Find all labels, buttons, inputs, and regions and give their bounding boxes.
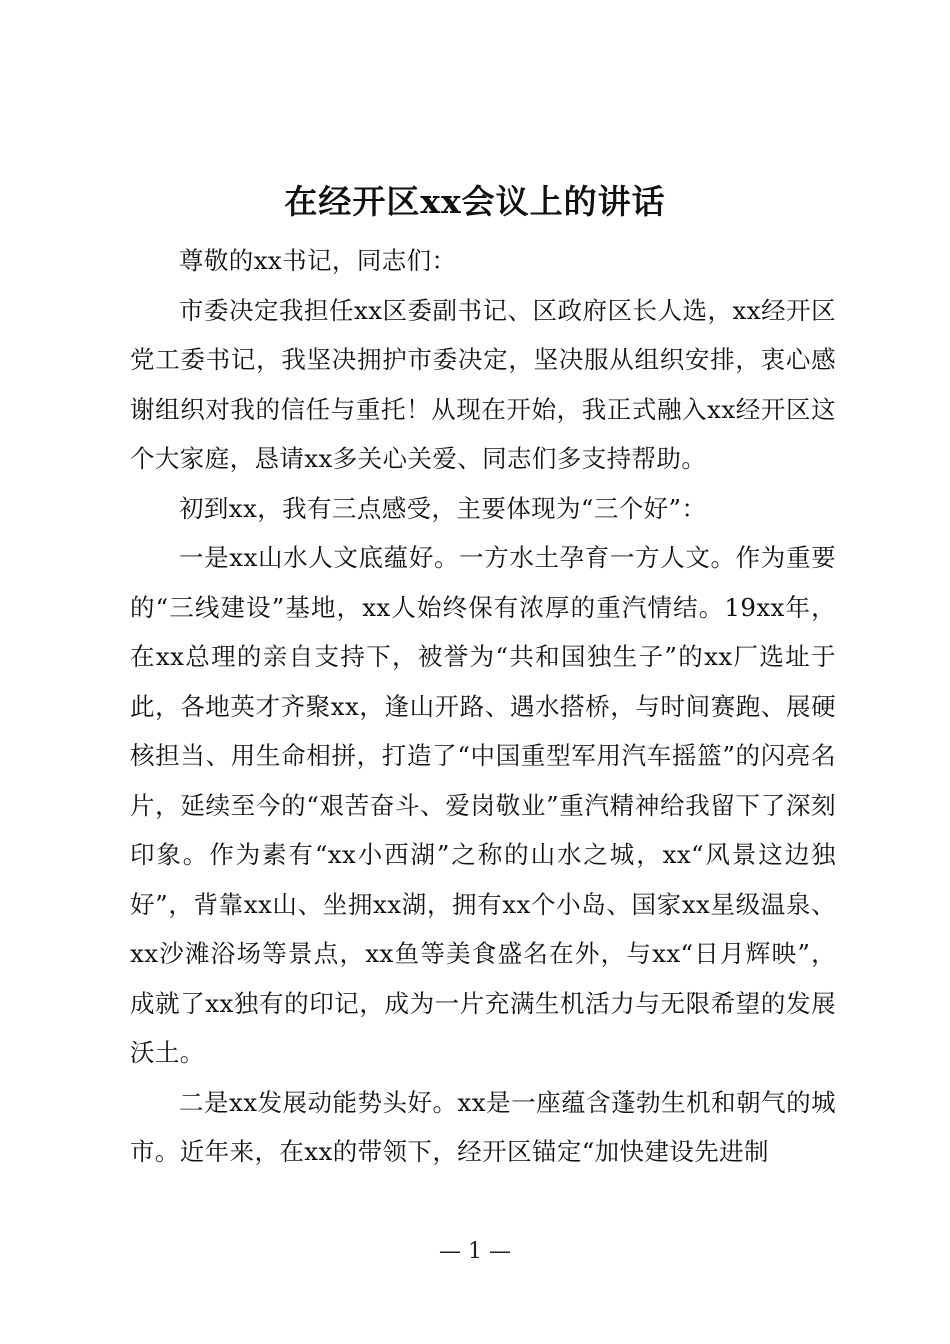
body-paragraph: 初到xx，我有三点感受，主要体现为“三个好”：	[179, 493, 707, 523]
salutation-paragraph: 尊敬的xx书记，同志们：	[179, 246, 457, 275]
document-body	[130, 236, 836, 1177]
body-paragraph: 二是xx发展动能势头好。xx是一座蕴含蓬勃生机和朝气的城市。近年来，在xx的带领下，经开区锚定“加快建设先进制	[130, 1087, 836, 1166]
document-title: 在经开区xx会议上的讲话	[284, 182, 666, 221]
body-paragraph: 一是xx山水人文底蕴好。一方水土孕育一方人文。作为重要的“三线建设”基地，xx人始终保有浓厚的重汽情结。19xx年，在xx总理的亲自支持下，被誉为“共和国独生子”的xx厂选址于此，各地英才齐聚xx，逢山开路、遇水搭桥，与时间赛跑、展硬核担当、用生命相拼，打造了“中国重型军用汽车摇篮”的闪亮名片，延续至今的“艰苦奋斗、爱岗敬业”重汽精神给我留下了深刻印象。作为素有“xx小西湖”之称的山水之城，xx“风景这边独好”，背靠xx山、坐拥xx湖，拥有xx个小岛、国家xx星级温泉、xx沙滩浴场等景点，xx鱼等美食盛名在外，与xx“日月辉映”，成就了xx独有的印记，成为一片充满生机活力与无限希望的发展沃土。	[130, 543, 836, 1067]
body-paragraph: 市委决定我担任xx区委副书记、区政府区长人选，xx经开区党工委书记，我坚决拥护市委决定，坚决服从组织安排，衷心感谢组织对我的信任与重托！从现在开始，我正式融入xx经开区这个大家庭，恳请xx多关心关爱、同志们多支持帮助。	[130, 295, 836, 473]
page-number: — 1 —	[439, 1239, 511, 1264]
